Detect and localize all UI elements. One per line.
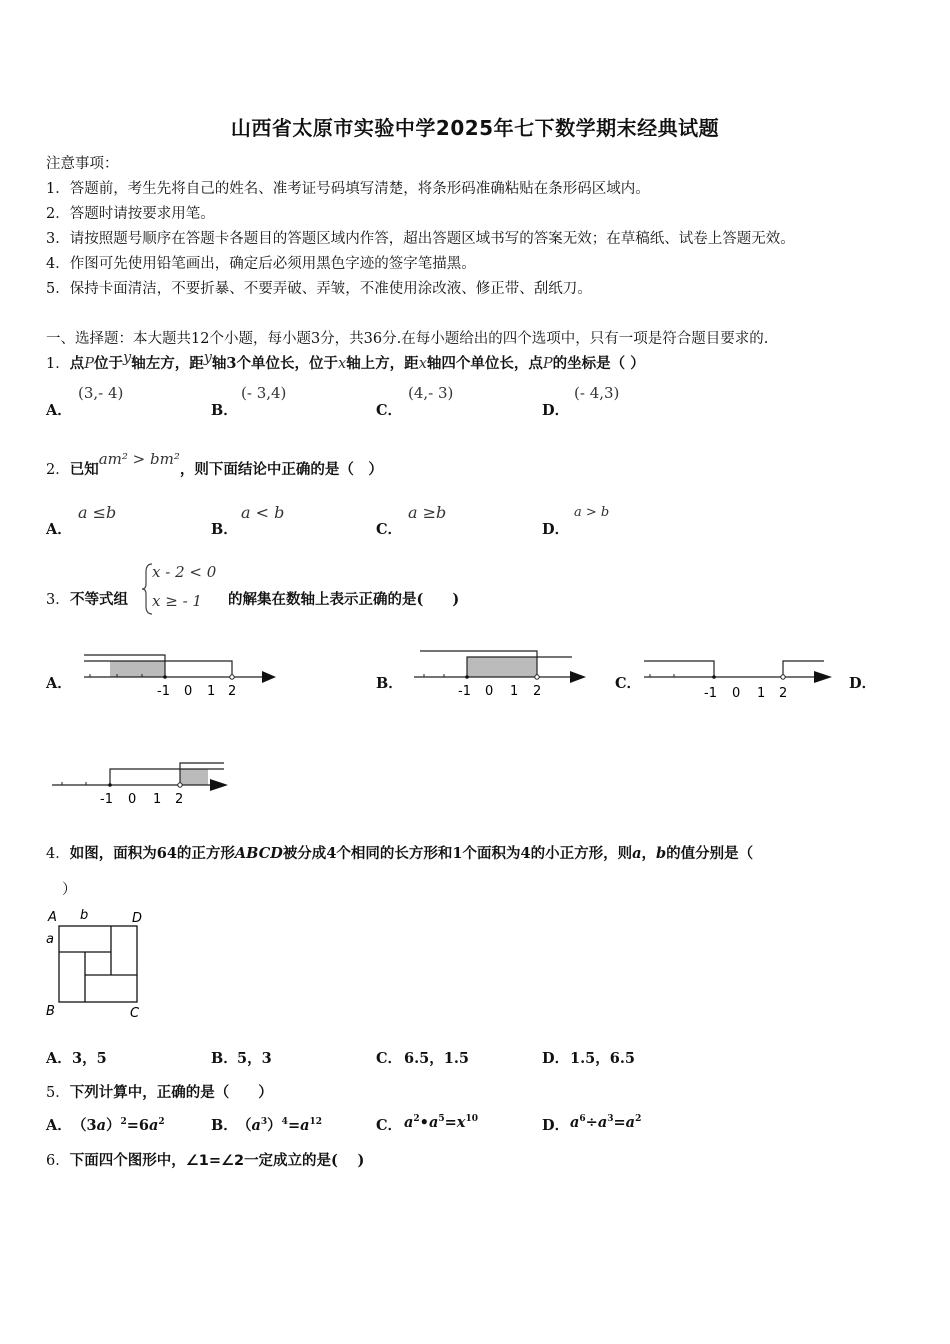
- page-title: 山西省太原市实验中学2025年七下数学期末经典试题: [230, 116, 720, 140]
- tick-label: 2: [533, 684, 542, 699]
- point: [178, 783, 182, 787]
- label-d-corner: D: [132, 911, 143, 926]
- label-b-corner: B: [46, 1004, 55, 1019]
- q1-option-a-label: A．: [46, 402, 72, 419]
- note-item-4: 4．作图可先使用铅笔画出，确定后必须用黑色字迹的签字笔描黑。: [46, 256, 476, 272]
- q4-close-paren: ）: [62, 882, 77, 898]
- q4-option-c-label: C．: [376, 1050, 403, 1067]
- q4-number: 4: [520, 845, 531, 862]
- note-item-5: 5．保持卡面清洁，不要折暴、不要弄破、弄皱，不准使用涂改液、修正带、刮纸刀。: [46, 281, 592, 297]
- q3-number-line-c: [640, 645, 840, 701]
- q4-number: 4: [326, 845, 337, 862]
- q1-var-y: y: [203, 350, 212, 366]
- q3-system-line-2: x ≥ - 1: [152, 592, 202, 610]
- tick-label: 0: [732, 686, 741, 701]
- q3-option-c-label: C．: [615, 675, 642, 692]
- q4-number: 1: [452, 845, 463, 862]
- q2-option-d-label: D．: [542, 521, 570, 538]
- q3-option-a-label: A．: [46, 675, 72, 692]
- q2-text: ，则下面结论中正确的是（ ）: [179, 461, 383, 478]
- q6-text: 下面四个图形中，: [69, 1152, 186, 1169]
- q1-option-a: (3,- 4): [78, 384, 124, 402]
- point: [535, 675, 539, 679]
- q4-text: 个面积为: [462, 845, 521, 862]
- q2-option-a: a ≤b: [78, 503, 117, 522]
- q4-text: 被分成: [282, 845, 327, 862]
- q2-num: 2．: [46, 462, 70, 478]
- q2-option-c: a ≥b: [408, 503, 447, 522]
- q4-text: 的小正方形，则: [530, 845, 633, 862]
- point: [163, 675, 167, 679]
- q2-condition: am² > bm²: [98, 450, 180, 468]
- q1-text: 轴3个单位长，位于: [211, 355, 338, 372]
- q1-option-d-label: D．: [542, 402, 570, 419]
- tick-label: 2: [175, 792, 184, 807]
- q3-number-line-b: [410, 645, 595, 701]
- q4-number: 64: [156, 845, 177, 862]
- label-a: a: [46, 932, 54, 947]
- q1-text: 位于: [94, 355, 123, 372]
- note-item-3: 3．请按照题号顺序在答题卡各题目的答题区域内作答，超出答题区域书写的答案无效；在草稿纸、试卷上答题无效。: [46, 231, 795, 247]
- point: [230, 675, 234, 679]
- question-6: [46, 1149, 364, 1170]
- label-c-corner: C: [130, 1006, 140, 1021]
- q4-option-b-label: B．: [211, 1050, 238, 1067]
- q3-text-2: 的解集在数轴上表示正确的是( ): [228, 591, 460, 608]
- point: [712, 675, 716, 679]
- q4-text: 的值分别是（: [666, 845, 754, 862]
- q2-option-b: a < b: [241, 503, 285, 522]
- tick-label: 1: [153, 792, 162, 807]
- q3-num: 3．: [46, 592, 70, 608]
- q1-num: 1．: [46, 356, 70, 372]
- tick-label: 0: [128, 792, 137, 807]
- section-heading: 一、选择题：本大题共12个小题，每小题3分，共36分.在每小题给出的四个选项中，只有一项是符合题目要求的.: [46, 331, 769, 347]
- q5-option-d-label: D．: [542, 1117, 570, 1134]
- q4-var-a: a: [632, 845, 642, 862]
- q5-num: 5．: [46, 1085, 70, 1101]
- q4-text: 个相同的长方形和: [336, 845, 453, 862]
- q2-text: 已知: [69, 461, 99, 478]
- question-5: [46, 1081, 273, 1102]
- q1-option-c-label: C．: [376, 402, 403, 419]
- question-2: [46, 450, 383, 479]
- axis-arrow: [570, 671, 586, 683]
- q1-var-x: x: [418, 356, 427, 372]
- q2-option-d: a > b: [574, 505, 610, 520]
- q1-point-p: P: [542, 356, 553, 372]
- axis-arrow: [262, 671, 276, 683]
- q1-option-b-label: B．: [211, 402, 238, 419]
- q1-text: 轴上方，距: [346, 355, 419, 372]
- q4-option-b: 5，3: [237, 1050, 272, 1067]
- q5-option-c: $a^2•a^5=x^{10}$: [404, 1114, 478, 1131]
- q4-var-b: b: [656, 845, 667, 862]
- q4-num: 4．: [46, 846, 70, 862]
- q4-option-a: 3，5: [72, 1050, 107, 1067]
- tick-label: -1: [100, 792, 113, 807]
- tick-label: 0: [184, 684, 193, 699]
- q1-option-b: (- 3,4): [241, 384, 287, 402]
- q1-text: 轴左方，距: [131, 355, 204, 372]
- tick-label: 1: [757, 686, 766, 701]
- q1-option-d: (- 4,3): [574, 384, 620, 402]
- q1-text: 轴四个单位长，点: [426, 355, 543, 372]
- q4-option-c: 6.5，1.5: [404, 1050, 469, 1067]
- shaded-region: [180, 769, 208, 785]
- tick-label: -1: [458, 684, 471, 699]
- tick-label: 2: [228, 684, 237, 699]
- q6-num: 6．: [46, 1153, 70, 1169]
- axis-arrow: [814, 671, 832, 683]
- q4-option-d-label: D．: [542, 1050, 570, 1067]
- tick-label: 1: [510, 684, 519, 699]
- q1-var-x: x: [338, 356, 347, 372]
- q2-option-c-label: C．: [376, 521, 403, 538]
- question-1: [46, 352, 645, 373]
- shaded-region: [110, 661, 165, 677]
- tick-label: -1: [157, 684, 170, 699]
- q3-option-d-label: D．: [849, 675, 877, 692]
- shaded-region: [467, 657, 537, 677]
- q3-system-line-1: x - 2 < 0: [152, 563, 217, 581]
- note-item-2: 2．答题时请按要求用笔。: [46, 206, 215, 222]
- square-abcd: [59, 926, 137, 1002]
- q1-text: 的坐标是（ ）: [552, 355, 645, 372]
- q3-number-line-d: [50, 755, 240, 811]
- notes-header: 注意事项：: [46, 156, 119, 172]
- point: [781, 675, 785, 679]
- q4-option-d: 1.5，6.5: [570, 1050, 635, 1067]
- q5-option-d: $a^6\div a^3=a^2$: [570, 1114, 642, 1131]
- label-a-corner: A: [48, 910, 57, 925]
- q1-option-c: (4,- 3): [408, 384, 454, 402]
- q4-text: 的正方形: [176, 845, 235, 862]
- q3-text-1: 不等式组: [70, 591, 128, 608]
- q4-text: ，: [641, 845, 656, 862]
- tick-label: 2: [779, 686, 788, 701]
- q4-option-a-label: A．: [46, 1050, 72, 1067]
- question-4: [46, 842, 753, 863]
- q4-figure: [44, 905, 154, 1025]
- q1-text: 点: [69, 355, 85, 372]
- q5-option-a: $(3a)^2=6a^2$: [72, 1117, 165, 1134]
- q5-option-b-label: B．: [211, 1117, 238, 1134]
- point: [465, 675, 469, 679]
- axis-arrow: [210, 779, 228, 791]
- q2-option-a-label: A．: [46, 521, 72, 538]
- q1-point-p: P: [84, 356, 94, 372]
- q2-option-b-label: B．: [211, 521, 238, 538]
- q6-angle-expr: ∠1=∠2: [185, 1153, 245, 1169]
- q3-option-b-label: B．: [376, 675, 403, 692]
- q6-text: 一定成立的是( ): [244, 1152, 365, 1169]
- q5-option-a-label: A．: [46, 1117, 72, 1134]
- q5-option-b: $(a^3)^4=a^{12}$: [237, 1117, 323, 1134]
- q4-text: 如图，面积为: [69, 845, 157, 862]
- q5-option-c-label: C．: [376, 1117, 403, 1134]
- label-b: b: [80, 908, 89, 923]
- point: [108, 783, 112, 787]
- tick-label: 1: [207, 684, 216, 699]
- q4-square-name: ABCD: [234, 845, 283, 862]
- q3-number-line-a: [80, 645, 280, 701]
- note-item-1: 1．答题前，考生先将自己的姓名、准考证号码填写清楚，将条形码准确粘贴在条形码区域内。: [46, 181, 650, 197]
- q1-var-y: y: [123, 350, 132, 366]
- q5-text: 下列计算中，正确的是（ ）: [69, 1084, 273, 1101]
- tick-label: 0: [485, 684, 494, 699]
- bracket: [644, 661, 714, 677]
- tick-label: -1: [704, 686, 717, 701]
